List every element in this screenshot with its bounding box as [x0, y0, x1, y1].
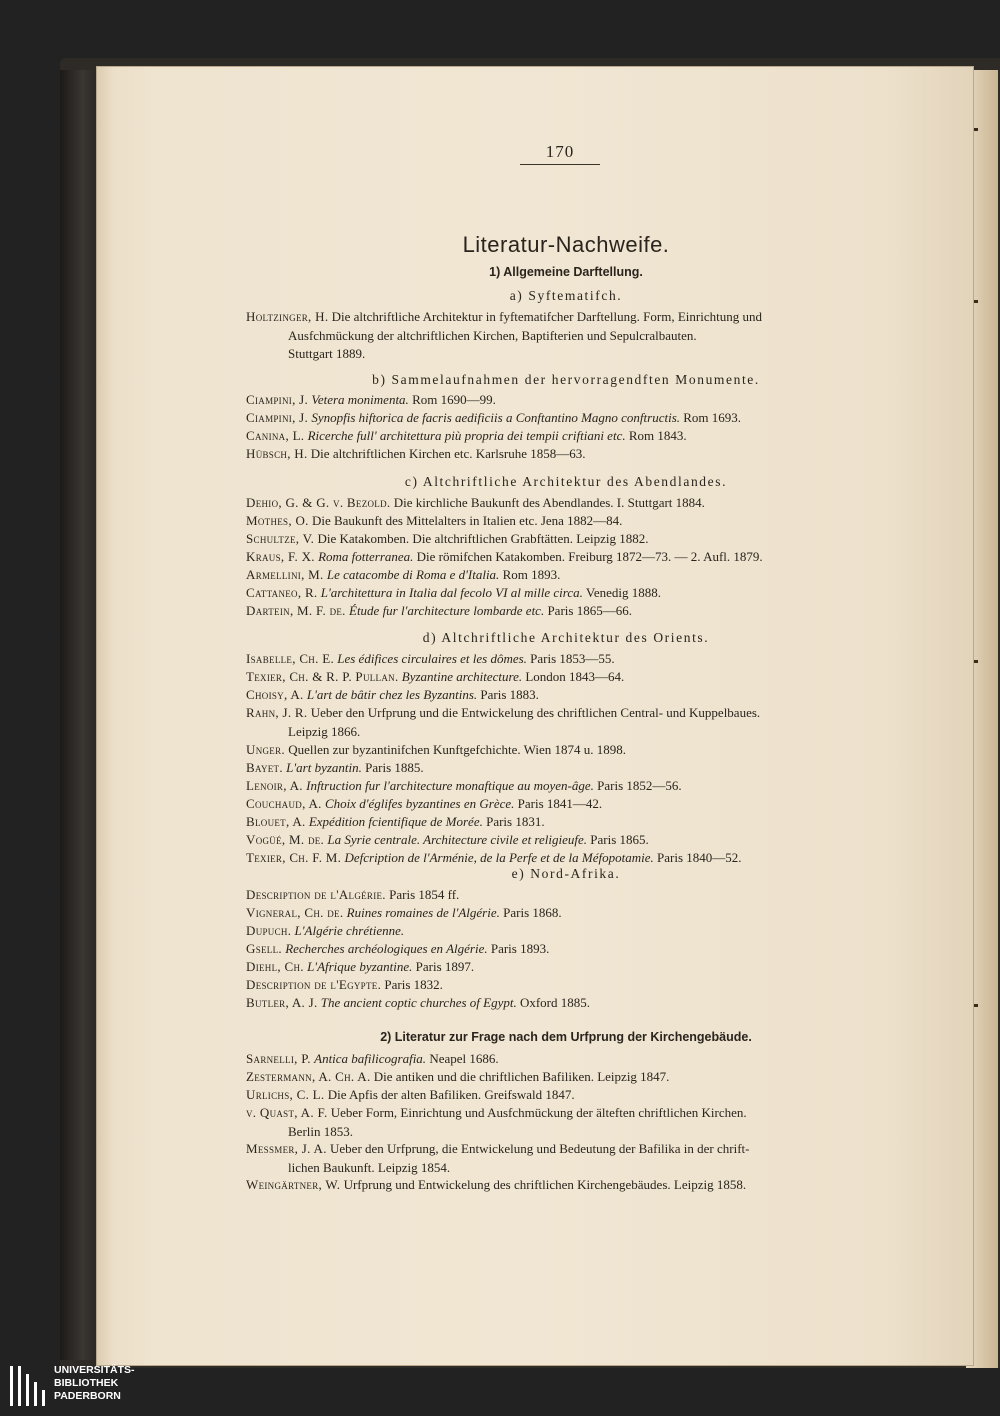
bib-entry: Rahn, J. R. Ueber den Urfprung und die Entwickelung des chriftlichen Central- und Kuppelbaues. Leipzig 1866. [246, 705, 761, 739]
bib-entry: Mothes, O. Die Baukunft des Mittelalters in Italien etc. Jena 1882—84. [246, 513, 623, 528]
bib-entry: Urlichs, C. L. Die Apfis der alten Bafiliken. Greifswald 1847. [246, 1087, 575, 1102]
library-logo-icon [10, 1366, 50, 1406]
bib-entry: Hübsch, H. Die altchriftlichen Kirchen etc. Karlsruhe 1858—63. [246, 446, 586, 461]
bib-entry: Dupuch. L'Algérie chrétienne. [246, 923, 405, 938]
subsection-a: a) Syftematifch. [509, 288, 623, 303]
subsection-d: d) Altchriftliche Architektur des Orients. [422, 630, 710, 645]
bib-entry: Diehl, Ch. L'Afrique byzantine. Paris 1897. [246, 959, 475, 974]
bib-entry: Zestermann, A. Ch. A. Die antiken und die chriftlichen Bafiliken. Leipzig 1847. [246, 1069, 670, 1084]
bib-entry: Dehio, G. & G. v. Bezold. Die kirchliche Baukunft des Abendlandes. I. Stuttgart 1884. [246, 495, 705, 510]
bib-entry: Armellini, M. Le catacombe di Roma e d'Italia. Rom 1893. [246, 567, 561, 582]
logo-line: PADERBORN [54, 1390, 121, 1402]
bib-entry: Blouet, A. Expédition fcientifique de Morée. Paris 1831. [246, 814, 545, 829]
bib-entry: Vogüé, M. de. La Syrie centrale. Architecture civile et religieufe. Paris 1865. [246, 832, 649, 847]
logo-line: UNIVERSITÄTS- [54, 1364, 135, 1376]
page-number: 170 [545, 142, 575, 161]
bib-entry: Description de l'Egypte. Paris 1832. [246, 977, 443, 992]
bib-entry: Weingärtner, W. Urfprung und Entwickelung des chriftlichen Kirchengebäudes. Leipzig 1858. [246, 1177, 747, 1192]
bib-entry: Texier, Ch. & R. P. Pullan. Byzantine architecture. London 1843—64. [246, 669, 625, 684]
bib-entry: Gsell. Recherches archéologiques en Algérie. Paris 1893. [246, 941, 550, 956]
subsection-e: e) Nord-Afrika. [511, 866, 621, 881]
bib-entry: Sarnelli, P. Antica bafilicografia. Neapel 1686. [246, 1051, 499, 1066]
bib-entry: Schultze, V. Die Katakomben. Die altchriftlichen Grabftätten. Leipzig 1882. [246, 531, 649, 546]
bib-entry: Messmer, J. A. Ueber den Urfprung, die Entwickelung und Bedeutung der Bafilika in der chrift- lichen Baukunft. Leipzig 1854. [246, 1141, 750, 1175]
bib-entry: Kraus, F. X. Roma fotterranea. Die römifchen Katakomben. Freiburg 1872—73. — 2. Aufl. 1879. [246, 549, 763, 564]
bib-entry: Bayet. L'art byzantin. Paris 1885. [246, 760, 424, 775]
section-heading-1: 1) Allgemeine Darftellung. [489, 265, 643, 279]
bib-entry: Vigneral, Ch. de. Ruines romaines de l'Algérie. Paris 1868. [246, 905, 562, 920]
bib-entry: Dartein, M. F. de. Étude fur l'architecture lombarde etc. Paris 1865—66. [246, 603, 632, 618]
bib-entry: Ciampini, J. Synopfis hiftorica de facris aedificiis a Conftantino Magno conftructis. Rom 1693. [246, 410, 742, 425]
logo-line: BIBLIOTHEK [54, 1377, 119, 1389]
bib-entry: Butler, A. J. The ancient coptic churches of Egypt. Oxford 1885. [246, 995, 591, 1010]
bib-entry: Holtzinger, H. Die altchriftliche Architektur in fyftematifcher Darftellung. Form, Einrichtung und Ausfchmückung der altchriftlichen Kirchen, Baptifterien und Sepulcralbauten. Stuttgart 1889. [246, 309, 762, 361]
bib-entry: Isabelle, Ch. E. Les édifices circulaires et les dômes. Paris 1853—55. [246, 651, 615, 666]
bib-entry: Couchaud, A. Choix d'églifes byzantines en Grèce. Paris 1841—42. [246, 796, 603, 811]
page-number-rule [520, 164, 600, 165]
book-spine [60, 70, 98, 1360]
page-title: Literatur-Nachweife. [462, 232, 670, 257]
subsection-c: c) Altchriftliche Architektur des Abendlandes. [404, 474, 728, 489]
bib-entry: Choisy, A. L'art de bâtir chez les Byzantins. Paris 1883. [246, 687, 539, 702]
bib-entry: Description de l'Algérie. Paris 1854 ff. [246, 887, 460, 902]
bib-entry: Cattaneo, R. L'architettura in Italia dal fecolo VI al mille circa. Venedig 1888. [246, 585, 661, 600]
bib-entry: Lenoir, A. Inftruction fur l'architecture monaftique au moyen-âge. Paris 1852—56. [246, 778, 682, 793]
bib-entry: Texier, Ch. F. M. Defcription de l'Arménie, de la Perfe et de la Méfopotamie. Paris 1840—52. [246, 850, 742, 865]
library-logo [10, 1362, 170, 1408]
subsection-b: b) Sammelaufnahmen der hervorragendften Monumente. [372, 372, 760, 387]
bib-entry: v. Quast, A. F. Ueber Form, Einrichtung und Ausfchmückung der älteften chriftlichen Kirchen. Berlin 1853. [246, 1105, 747, 1139]
section-heading-2: 2) Literatur zur Frage nach dem Urfprung der Kirchengebäude. [380, 1030, 752, 1044]
bib-entry: Unger. Quellen zur byzantinifchen Kunftgefchichte. Wien 1874 u. 1898. [246, 742, 627, 757]
bib-entry: Canina, L. Ricerche full' architettura più propria dei tempii criftiani etc. Rom 1843. [246, 428, 687, 443]
bib-entry: Ciampini, J. Vetera monimenta. Rom 1690—99. [246, 392, 496, 407]
